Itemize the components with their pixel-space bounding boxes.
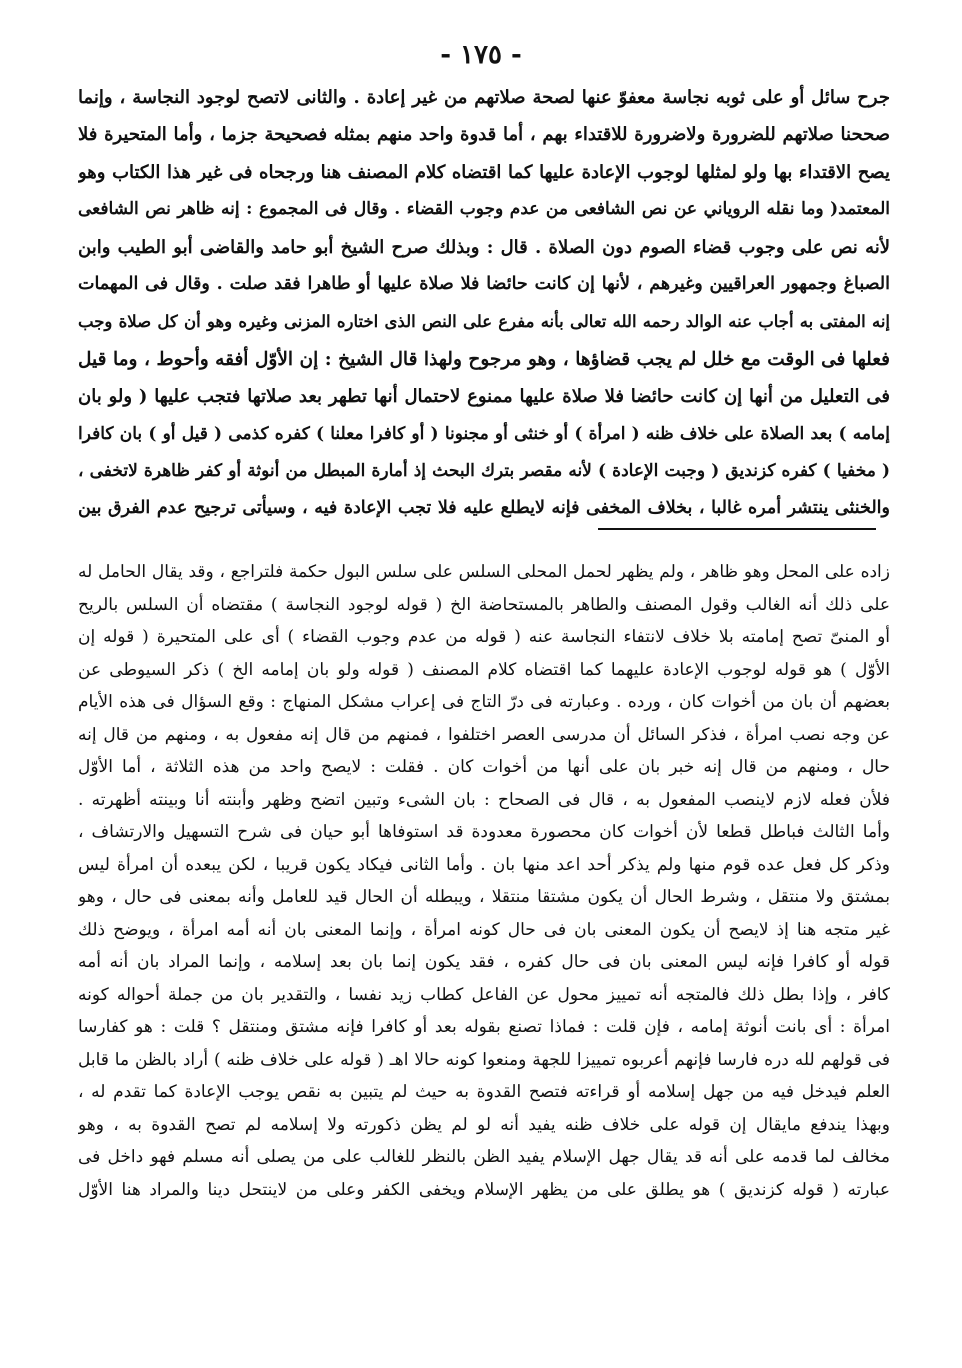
commentary-line: وبهذا يندفع مايقال إن قوله على خلاف ظنه يفيد أنه لو لم يظن ذكورته ولا إسلامه لم تصح القدوة به ، وهو [78, 1114, 890, 1135]
main-text-line: الصباغ وجمهور العراقيين وغيرهم ، لأنها إن كانت حائضا فلا صلاة عليها أو طاهرا فقد صلت . وقال فى المهمات [78, 274, 890, 295]
commentary-line: وذكر كل فعل عده قوم منها ولم يذكر أحد اعد منها بان . وأما الثانى فيكاد يكون قريبا ، لكن يبعده أن امرأة ليس [78, 854, 890, 875]
commentary-line: حال ، ومنهم من قال إنه خبر بان على أنها من أخوات كان . فقلت : لايصح واحد من هذه الثلاثة ، أما الأوّل [78, 757, 890, 777]
main-text-line: صححنا صلاتهم للضرورة ولاضرورة للاقتداء بهم ، أما قدوة واحد منهم بمثله فصحيحة جزما ، وأما المتحيرة فلا [78, 124, 890, 146]
commentary-line: عن وجه نصب امرأة ، فذكر السائل أن مدرسى العصر اختلفوا ، فمنهم من قال إنه مفعول به ، ومنهم من قال إنه [78, 724, 890, 745]
commentary-line: فلأن فعله لازم لاينصب المفعول به ، قال فى الصحاح : بان الشىء وتبين اتضح وظهر وأبنته أنا وبينته أظهرته . [78, 789, 890, 810]
commentary-line: عبارته ( قوله كزنديق ) هو يطلق على من يظهر الإسلام ويخفى الكفر وعلى من لاينتحل دينا والمراد هنا الأوّل [78, 1179, 890, 1200]
commentary-line: مخالف لما قدمه على أنه قد يقال جهل الإسلام يفيد الظن بالنظر للغالب على من يصلى أنه مسلم فهو داخل فى [78, 1147, 890, 1167]
main-text-line: فعلها فى الوقت مع خلل لم يجب قضاؤها ، وهو مرجوح ولهذا قال الشيخ : إن الأوّل أفقه وأحوط ، وما قيل [78, 348, 890, 370]
main-text-line: يصح الاقتداء بها ولو لمثلها لوجوب الإعادة عليها كما اقتضاه كلام المصنف هنا ورجحاه فى غير هذا الكتاب وهو [78, 161, 890, 183]
commentary-line: كافر ، وإذا بطل ذلك فالمتجه أنه تمييز محول عن الفاعل كطاب زيد نفسا ، والتقدير بان من جملة أحواله كونه [78, 984, 890, 1005]
main-text-line: جرح سائل أو على ثوبه نجاسة معفوّ عنها لصحة صلاتهم من غير إعادة . والثانى لاتصح لوجود النجاسة ، وإنما [78, 87, 890, 108]
commentary-block [78, 556, 890, 1206]
commentary-line: فى قولهم لله دره فارسا فإنهم أعربوه تمييزا للجهة ومنعوا كونه حالا اهـ ( قوله على خلاف ظنه ) أراد بالظن ما قابل [78, 1049, 890, 1070]
commentary-line: العلم فيدخل فيه من جهل إسلامه أو قراءته فتصح القدوة به حيث لم يتبين به نقص يوجب الإعادة كما تقدم له ، [78, 1082, 890, 1102]
commentary-line: بمشتق ولا منتقل ، وشرط الحال أن يكون مشتقا منتقلا ، ويبطله أن الحال قيد للعامل وأنه بمعنى فى حال ، وهو [78, 887, 890, 907]
commentary-line: على ذلك أنه الغالب وقول المصنف والطاهر بالمستحاضة الخ ( قوله لوجود النجاسة ) مقتضاه أن السلس بالريح [78, 594, 890, 615]
main-text-line: ( مخفيا ) كفره كزنديق ( وجبت الإعادة ) لأنه مقصر بترك البحث إذ أمارة المبطل من أنوثة أو كفر ظاهرة لاتخفى ، [78, 461, 890, 482]
main-text-line: والخنثى ينتشر أمره غالبا ، بخلاف المخفى فإنه لايطلع عليه فلا تجب الإعادة فيه ، وسيأتى ترجيح عدم الفرق بين [78, 498, 890, 519]
main-text-line: المعتمد( وما نقله الروياني عن نص الشافعى من عدم وجوب القضاء . وقال فى المجموع : إنه ظاهر نص الشافعى [78, 199, 890, 220]
commentary-line: وأما الثالث فباطل قطعا لأن أخوات كان محصورة معدودة قد استوفاها أبو حيان فى شرح التسهيل والارتشاف ، [78, 822, 890, 842]
main-text-block [78, 79, 890, 528]
main-text-line: فى التعليل من أنها إن كانت حائضا فلا صلاة عليها ممنوع لاحتمال أنها تطهر بعد صلاتها فتجب عليها ( ولو بان [78, 386, 890, 408]
main-text-line: إنه المفتى به أجاب عنه الوالد رحمه الله تعالى بأنه مفرع على النص الذى اختاره المزنى وغيره وهو أن كل صلاة وجب [78, 312, 890, 332]
commentary-line: امرأة : أى بانت أنوثة إمامه ، فإن قلت : فماذا تصنع بقوله بعد أو كافرا فإنه مشتق ومنتقل ؟ قلت : هو كفارسا [78, 1017, 890, 1037]
commentary-line: بعضهم أن بان من أخوات كان ، ورده . وعبارته فى درّ التاج فى إعراب مشكل المنهاج : وقع السؤال فى هذه الأيام [78, 692, 890, 712]
commentary-line: أو المنىّ تصح إمامته بلا خلاف لانتفاء النجاسة عنه ( قوله من عدم وجوب القضاء ) أى على المتحيرة ( قوله إن [78, 627, 890, 647]
commentary-line: قوله أو كافرا فإنه ليس المعنى بان فى حال كفره ، فقد يكون إنما بان بعد إسلامه ، وإنما المراد بان أنه أمه [78, 952, 890, 972]
footnote-divider [598, 528, 876, 530]
commentary-line: غير متجه هنا إذ لايصح أن يكون المعنى بان فى حال كونه امرأة ، وإنما المعنى بان أنه أمه امرأة ، ويوضح ذلك [78, 919, 890, 940]
commentary-line: زاده على المحل وهو ظاهر ، ولم يظهر لحمل المحلى السلس على سلس البول حكمة فلتراجع ، وقد يقال الحامل له [78, 562, 890, 582]
main-text-line: إمامه ) بعد الصلاة على خلاف ظنه ( امرأة ) أو خنثى أو مجنونا ( أو كافرا معلنا ) كفره كذمى ( قيل أو ) بان كافرا [78, 423, 890, 444]
main-text-line: لأنه نص على وجوب قضاء الصوم دون الصلاة . قال : وبذلك صرح الشيخ أبو حامد والقاضى أبو الطيب وابن [78, 236, 890, 258]
page-number: - ١٧٥ - [440, 40, 522, 70]
commentary-line: الأوّل ) هو قوله لوجوب الإعادة عليهما كما اقتضاه كلام المصنف ( قوله ولو بان إمامه الخ ) ذكر السيوطى عن [78, 659, 890, 680]
